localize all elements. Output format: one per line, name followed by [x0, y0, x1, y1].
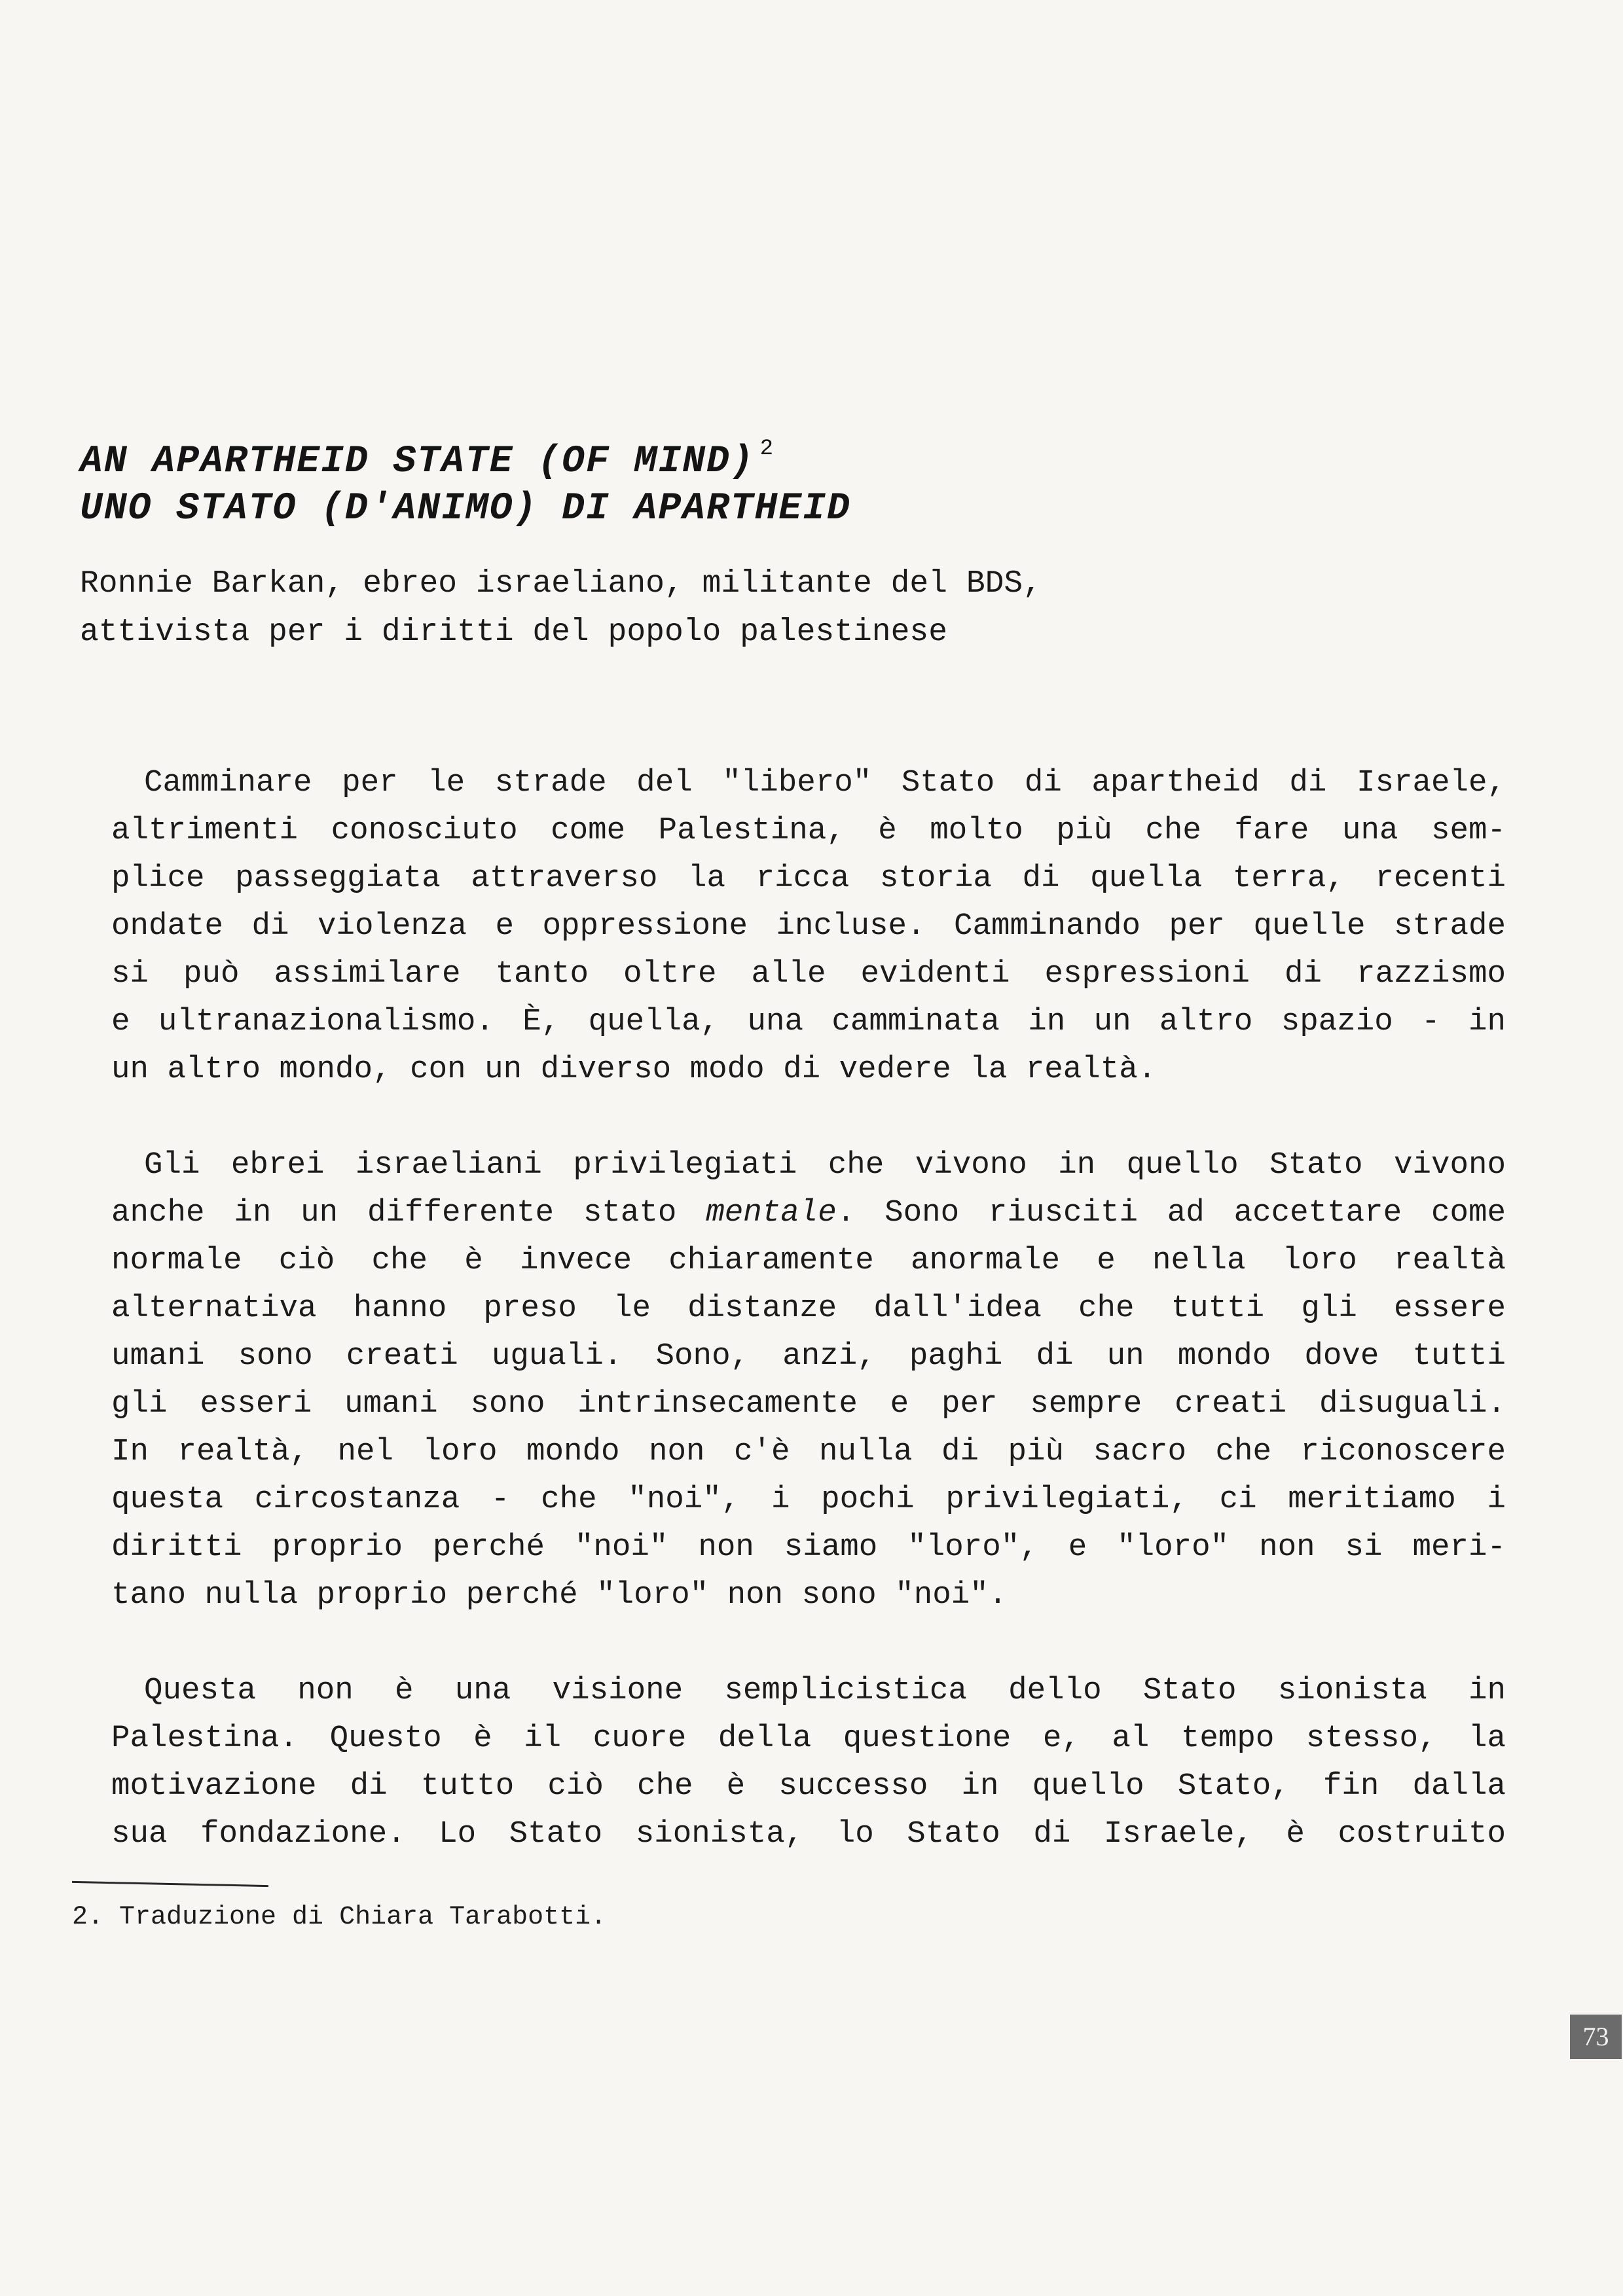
author-byline [80, 560, 1258, 656]
text-line: umani sono creati uguali. Sono, anzi, paghi di un mondo dove tutti [111, 1338, 1506, 1374]
text-line: plice passeggiata attraverso la ricca storia di quella terra, recenti [111, 861, 1506, 896]
emphasis-text: mentale [706, 1195, 837, 1230]
text-line: Camminare per le strade del "libero" Stato di apartheid di Israele, [144, 765, 1506, 800]
paragraph-1 [79, 759, 1506, 1094]
text-line: motivazione di tutto ciò che è successo in quello Stato, fin dalla [111, 1768, 1506, 1804]
text-line: sua fondazione. Lo Stato sionista, lo Stato di Israele, è costruito [111, 1816, 1506, 1852]
text-line: Questa non è una visione semplicistica dello Stato sionista in [144, 1673, 1506, 1708]
paragraph-2 [79, 1141, 1506, 1619]
article-body [79, 759, 1506, 1906]
text-line: In realtà, nel loro mondo non c'è nulla di più sacro che riconoscere [111, 1434, 1506, 1469]
title-italian: UNO STATO (D'ANIMO) DI APARTHEID [80, 488, 851, 530]
text-line: ondate di violenza e oppressione incluse. Camminando per quelle strade [111, 908, 1506, 944]
text-line: e ultranazionalismo. È, quella, una camminata in un altro spazio - in [111, 1004, 1506, 1039]
text-line: alternativa hanno preso le distanze dall'idea che tutti gli essere [111, 1291, 1506, 1326]
footnote: 2. Traduzione di Chiara Tarabotti. [72, 1903, 607, 1932]
article-title [80, 425, 1127, 533]
byline-line: Ronnie Barkan, ebreo israeliano, militante del BDS, [80, 566, 1042, 601]
text-line: anche in un differente stato mentale. Sono riusciti ad accettare come [111, 1195, 1506, 1230]
byline-line: attivista per i diritti del popolo palestinese [80, 615, 948, 650]
title-english: AN APARTHEID STATE (OF MIND) $^2$ [80, 437, 775, 483]
page-number: 73 [1570, 2015, 1622, 2059]
text-line: Gli ebrei israeliani privilegiati che vivono in quello Stato vivono [144, 1147, 1506, 1183]
paragraph-3 [79, 1667, 1506, 1858]
text-line: gli esseri umani sono intrinsecamente e per sempre creati disuguali. [111, 1386, 1506, 1422]
text-line: normale ciò che è invece chiaramente anormale e nella loro realtà [111, 1243, 1506, 1278]
text-line: diritti proprio perché "noi" non siamo "loro", e "loro" non si meri- [111, 1530, 1506, 1565]
footnote-reference[interactable]: 2 [759, 437, 775, 461]
text-line: questa circostanza - che "noi", i pochi privilegiati, ci meritiamo i [111, 1482, 1506, 1517]
text-line: Palestina. Questo è il cuore della questione e, al tempo stesso, la [111, 1721, 1506, 1756]
text-line: altrimenti conosciuto come Palestina, è molto più che fare una sem- [111, 813, 1506, 848]
text-line: un altro mondo, con un diverso modo di vedere la realtà. [111, 1052, 1157, 1087]
text-line: si può assimilare tanto oltre alle evidenti espressioni di razzismo [111, 956, 1506, 992]
text-line: tano nulla proprio perché "loro" non sono "noi". [111, 1577, 1008, 1613]
